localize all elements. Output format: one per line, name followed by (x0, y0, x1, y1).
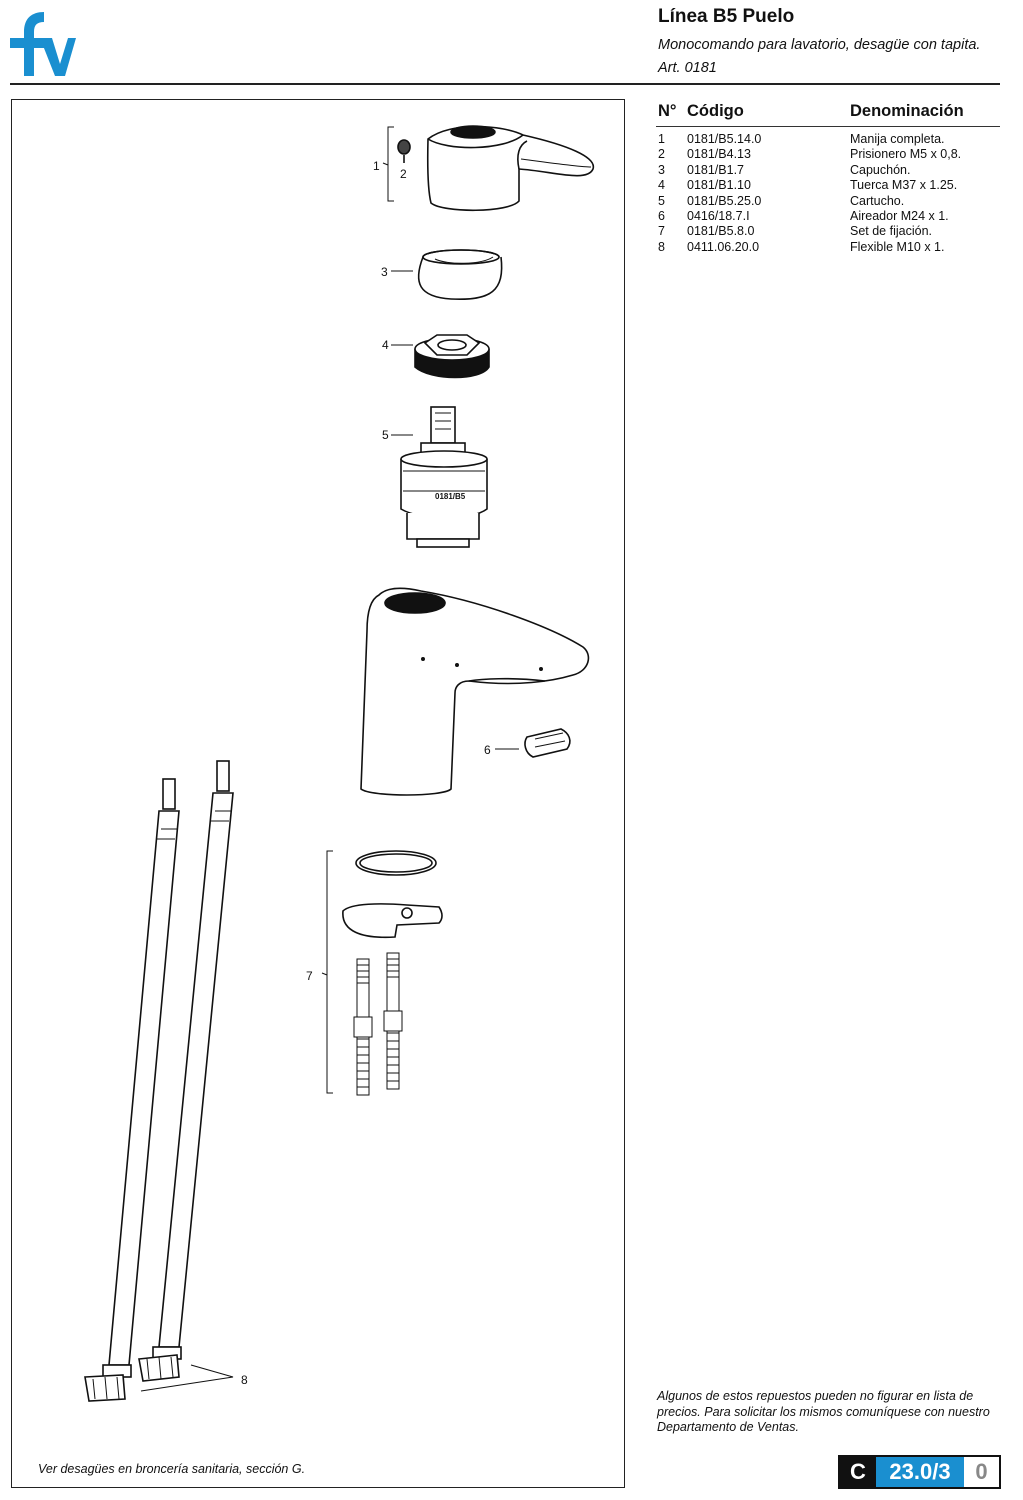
parts-table (656, 100, 1000, 255)
col-code-header: Código (687, 102, 744, 120)
handle-drawing (428, 126, 594, 210)
row-name: Manija completa. (850, 132, 945, 146)
article-number: Art. 0181 (658, 60, 717, 76)
row-name: Tuerca M37 x 1.25. (850, 178, 958, 193)
row-number: 7 (658, 224, 665, 239)
row-number: 3 (658, 162, 665, 177)
row-number: 8 (658, 239, 665, 254)
table-row (656, 163, 1000, 178)
nut-drawing (391, 335, 489, 378)
fv-logo-mark (10, 8, 76, 76)
document-subtitle: Monocomando para lavatorio, desagüe con tapita. (658, 37, 981, 53)
page-section: C (840, 1457, 876, 1487)
fixing-set-drawing (322, 851, 442, 1095)
page-number: 23.0/3 (876, 1457, 964, 1487)
label-3: 3 (381, 265, 388, 279)
page-revision: 0 (964, 1457, 999, 1487)
exploded-view-diagram (11, 99, 625, 1488)
flexible-hoses-drawing (85, 761, 233, 1401)
header-divider (10, 83, 1000, 85)
row-name: Prisionero M5 x 0,8. (850, 147, 962, 162)
row-code: 0181/B1.7 (687, 162, 744, 177)
label-5: 5 (382, 428, 389, 442)
row-name: Capuchón. (850, 162, 911, 177)
table-row (656, 240, 1000, 255)
row-code: 0181/B5.25.0 (687, 193, 762, 208)
row-number: 1 (658, 132, 665, 146)
row-code: 0181/B1.10 (687, 178, 751, 193)
row-code: 0411.06.20.0 (687, 239, 760, 254)
row-name: Aireador M24 x 1. (850, 208, 949, 223)
row-number: 2 (658, 147, 665, 162)
table-row (656, 224, 1000, 239)
row-code: 0181/B5.14.0 (687, 132, 762, 146)
row-code: 0181/B4.13 (687, 147, 751, 162)
row-number: 6 (658, 208, 665, 223)
label-2: 2 (400, 167, 407, 181)
row-code: 0181/B5.8.0 (687, 224, 755, 239)
availability-note: Algunos de estos repuestos pueden no figurar en lista de precios. Para solicitar los mismos comuníquese con nuestro Departamento de Ventas. (657, 1389, 990, 1435)
label-7: 7 (306, 969, 313, 983)
table-row (656, 194, 1000, 209)
cartridge-drawing (391, 407, 487, 547)
col-number-header: N° (658, 102, 677, 120)
fv-logo (10, 8, 76, 76)
row-code: 0416/18.7.I (687, 208, 750, 223)
parts-table-body (656, 127, 1000, 255)
cap-drawing (391, 250, 502, 299)
table-row (656, 132, 1000, 147)
label-6: 6 (484, 743, 491, 757)
cartridge-marking: 0181/B5 (435, 492, 466, 501)
row-name: Flexible M10 x 1. (850, 239, 945, 254)
aerator-drawing (495, 729, 570, 757)
faucet-body-drawing (361, 588, 588, 795)
table-row (656, 178, 1000, 193)
row-number: 4 (658, 178, 665, 193)
col-name-header: Denominación (850, 102, 964, 120)
drains-note: Ver desagües en broncería sanitaria, sección G. (38, 1462, 306, 1476)
page-number-box (838, 1455, 1001, 1489)
document-title: Línea B5 Puelo (658, 6, 795, 27)
label-1: 1 (373, 159, 380, 173)
table-row (656, 209, 1000, 224)
label-4: 4 (382, 338, 389, 352)
parts-table-header (656, 100, 1000, 127)
table-row (656, 147, 1000, 162)
row-number: 5 (658, 193, 665, 208)
label-8: 8 (241, 1373, 248, 1387)
row-name: Set de fijación. (850, 224, 932, 239)
set-screw-drawing (398, 140, 410, 163)
row-name: Cartucho. (850, 193, 905, 208)
